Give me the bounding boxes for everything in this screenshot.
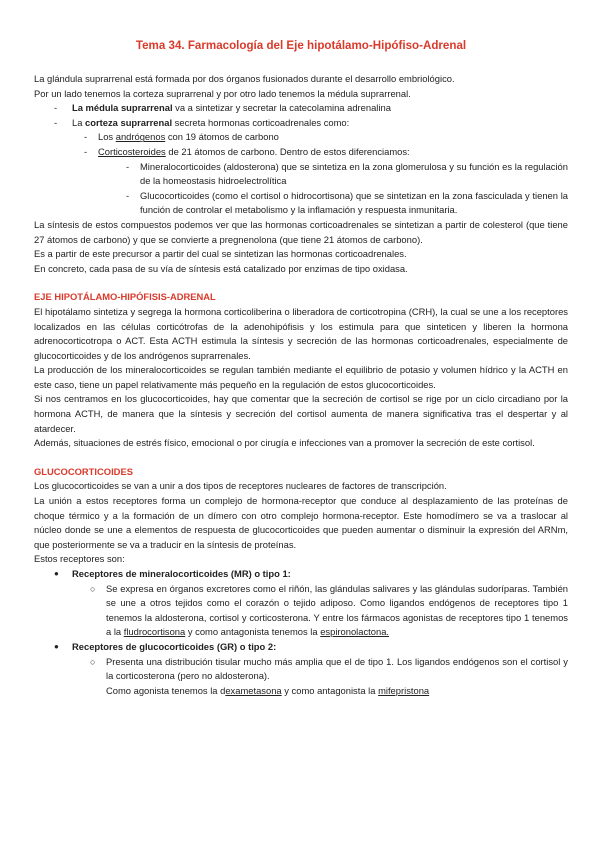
medula-desc: va a sintetizar y secretar la catecolamina adrenalina (172, 102, 391, 114)
receptor-gr-text: Presenta una distribución tisular mucho más amplia que el de tipo 1. Los ligandos endógenos son el cortisol y la corticosterona (pero no aldosterona). (106, 655, 568, 682)
intro-paragraph-2: Por un lado tenemos la corteza suprarrenal y por otro lado tenemos la médula suprarrenal. (34, 87, 411, 99)
eje-paragraph-2: La producción de los mineralocorticoides se regulan también mediante el equilibrio de potasio y volumen hídrico y la ACTH en este caso, tiene un papel relativamente más pequeño en la regulación de estos glucocorticoides. (34, 364, 568, 390)
mineralocorticoides-text: Mineralocorticoides (aldosterona) que se sintetiza en la zona glomerulosa y su función es la regulación de la homeostasis hidroelectrolítica (140, 160, 568, 187)
receptor-mr-title: Receptores de mineralocorticoides (MR) o tipo 1: (72, 568, 291, 579)
glucocorticoides-text: Glucocorticoides (como el cortisol o hidrocortisona) que se sintetizan en la zona fasciculada y tienen la función de controlar el metabolismo y la inflamación y respuesta inmunitaria. (140, 189, 568, 216)
receptor-mr-text: Se expresa en órganos excretores como el riñón, las glándulas salivares y las glándulas sudoríparas. También se une a otros tejidos como el corazón o tejido adiposo. Como ligandos endógenos de receptores tipo 1 tenemos la aldosterona, cortisol y corticosterona. Y entre los fármacos agonistas de receptores tipo 1 tenemos a la (106, 582, 568, 638)
corteza-desc: secreta hormonas corticoadrenales como: (172, 116, 350, 128)
corticosteroides-desc: de 21 átomos de carbono. Dentro de estos diferenciamos: (165, 145, 410, 157)
eje-paragraph-4: Además, situaciones de estrés físico, emocional o por cirugía e infecciones van a promover la secreción de este cortisol. (34, 437, 535, 449)
list-item-mineralocorticoides (34, 160, 568, 189)
dash-marker: - (84, 131, 88, 143)
androgenos-term: andrógenos (115, 131, 166, 143)
bullet-icon: ● (54, 569, 59, 578)
receptor-gr-line2-mid: y como antagonista la (281, 684, 379, 696)
androgenos-prefix: Los (98, 131, 116, 143)
dash-marker: - (84, 145, 88, 157)
list-item-receptor-mr (34, 567, 568, 582)
corticosteroides-term: Corticosteroides (98, 145, 166, 157)
gluco-paragraph-2: La unión a estos receptores forma un complejo de hormona-receptor que conduce al desplazamiento de las proteínas de choque térmico y a la formación de un dímero con otro complejo hormona-receptor. Este homodímero se va a traslocar al núcleo donde se une a elementos de respuesta de glucocorticoides que pueden aumentar o disminuir la expresión del ARNm, que posteriormente se va a traducir en la síntesis de proteínas. (34, 495, 568, 550)
corteza-term: corteza suprarrenal (85, 116, 173, 128)
gluco-paragraph-3: Estos receptores son: (34, 553, 125, 565)
receptor-gr-line2-prefix: Como agonista tenemos la d (106, 684, 226, 696)
dash-marker: - (126, 160, 130, 172)
dash-marker: - (126, 189, 130, 201)
list-item-medula (34, 101, 568, 116)
intro-paragraph-4: Es a partir de este precursor a partir del cual se sintetizan las hormonas corticoadrenales. (34, 248, 407, 260)
list-item-receptor-gr-detail (34, 655, 568, 699)
corteza-prefix: La (72, 116, 86, 128)
bullet-icon: ● (54, 641, 59, 651)
espironolactona-term: espironolactona. (320, 626, 390, 638)
intro-paragraph-5: En concreto, cada pasa de su vía de síntesis está catalizado por enzimas de tipo oxidasa. (34, 262, 408, 274)
list-item-androgenos (34, 130, 568, 145)
dash-marker: - (54, 116, 58, 128)
medula-term: La médula suprarrenal (72, 102, 173, 114)
list-item-receptor-gr (34, 640, 568, 655)
intro-paragraph-3: La síntesis de estos compuestos podemos ver que las hormonas corticoadrenales se sintetizan a partir de colesterol (que tiene 27 átomos de carbono) y que se convierte a pregnenolona (que tiene 21 átomos de carbono). (34, 218, 568, 245)
mifepristona-term: mifepristona (378, 684, 430, 696)
list-item-receptor-mr-detail (34, 582, 568, 640)
circle-bullet-icon: ○ (90, 656, 96, 667)
fludrocortisona-term: fludrocortisona (123, 626, 186, 638)
dash-marker: - (54, 102, 58, 114)
list-item-corteza (34, 116, 568, 131)
section-heading-eje: EJE HIPOTÁLAMO-HIPÓFISIS-ADRENAL (34, 291, 216, 303)
section-heading-gluco: GLUCOCORTICOIDES (34, 465, 133, 477)
gluco-paragraph-1: Los glucocorticoides se van a unir a dos tipos de receptores nucleares de factores de transcripción. (34, 480, 447, 492)
eje-paragraph-1: El hipotálamo sintetiza y segrega la hormona corticoliberina o liberadora de corticotropina (CRH), la cual se une a los receptores localizados en las células corticótrofas de la adenohipófisis y los estimula para que sinteticen y liberen la hormona adrenocorticotropa o ACT. Esta ACTH estimula la síntesis y secreción de las hormonas corticoadrenales, especialmente de glucocorticoides y de los andrógenos suprarrenales. (34, 305, 568, 361)
list-item-glucocorticoides (34, 189, 568, 218)
document-page (34, 38, 568, 698)
receptor-mr-mid: y como antagonista tenemos la (185, 626, 321, 638)
receptor-gr-title: Receptores de glucocorticoides (GR) o tipo 2: (72, 640, 277, 652)
androgenos-desc: con 19 átomos de carbono (165, 131, 279, 143)
page-title: Tema 34. Farmacología del Eje hipotálamo-Hipófiso-Adrenal (135, 39, 467, 52)
circle-bullet-icon: ○ (90, 583, 96, 594)
dexametasona-term: exametasona (225, 684, 282, 696)
eje-paragraph-3: Si nos centramos en los glucocorticoides, hay que comentar que la secreción de cortisol se rige por un ciclo circadiano por la hormona ACTH, de manera que la síntesis y secreción del cortisol aumenta de manera significativa tras el despertar y al atardecer. (34, 393, 568, 434)
intro-paragraph-1: La glándula suprarrenal está formada por dos órganos fusionados durante el desarrollo embriológico. (34, 73, 455, 84)
list-item-corticosteroides (34, 145, 568, 160)
